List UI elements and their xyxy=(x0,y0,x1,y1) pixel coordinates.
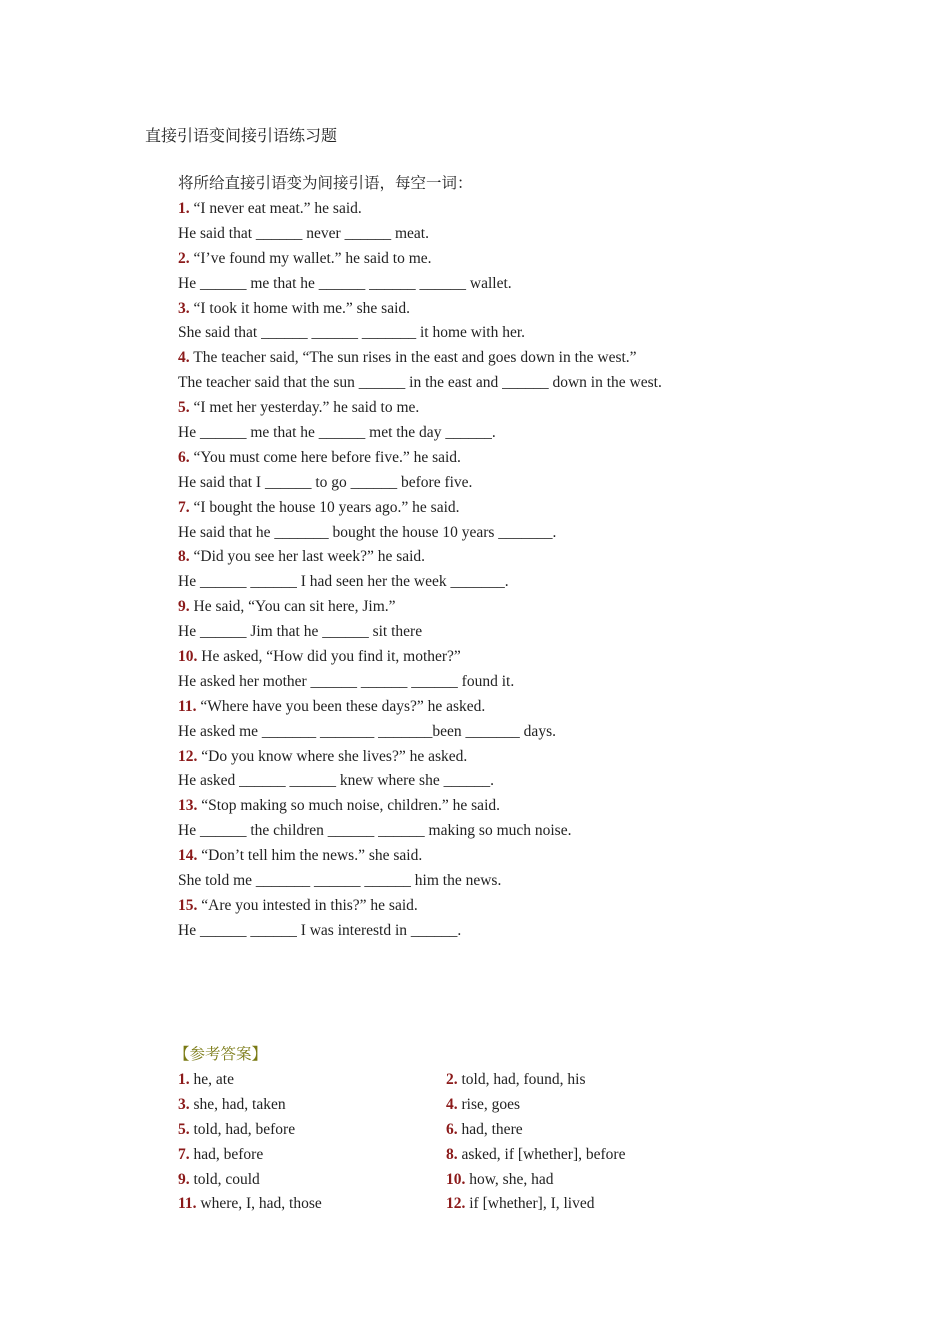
exercise-question xyxy=(178,346,662,371)
exercise-question xyxy=(178,545,662,570)
exercise-number: 3. xyxy=(178,299,190,317)
exercise-number: 4. xyxy=(178,349,190,367)
question-text: He asked, “How did you find it, mother?” xyxy=(201,648,461,666)
exercise-question xyxy=(178,894,662,919)
document-title: 直接引语变间接引语练习题 xyxy=(145,128,338,145)
question-text: “Are you intested in this?” he said. xyxy=(201,896,418,914)
answer-number: 3. xyxy=(178,1095,190,1113)
exercise-answer-line: He ______ me that he ______ ______ ______ wallet. xyxy=(178,274,512,292)
instruction: 将所给直接引语变为间接引语，每空一词： xyxy=(178,175,473,192)
question-text: “Where have you been these days?” he asked. xyxy=(200,697,486,715)
exercise-number: 15. xyxy=(178,896,198,914)
answer-text: he, ate xyxy=(193,1071,234,1088)
answer-number: 2. xyxy=(446,1071,458,1088)
answer-item xyxy=(178,1118,446,1143)
answer-item xyxy=(446,1192,714,1217)
answer-number: 6. xyxy=(446,1120,458,1138)
exercise-answer-line: He ______ Jim that he ______ sit there xyxy=(178,623,423,641)
exercise-answer-line: He asked ______ ______ knew where she ______. xyxy=(178,772,494,790)
exercise-number: 5. xyxy=(178,399,190,417)
answer-text: rise, goes xyxy=(461,1095,521,1113)
question-text: “I bought the house 10 years ago.” he said. xyxy=(193,498,460,516)
exercise-question xyxy=(178,695,662,720)
answer-text: if [whether], I, lived xyxy=(469,1195,595,1213)
question-text: The teacher said, “The sun rises in the east and goes down in the west.” xyxy=(193,349,637,367)
exercise-question xyxy=(178,645,662,670)
answer-text: had, before xyxy=(193,1145,264,1163)
exercise-answer-line: He ______ ______ I had seen her the week _______. xyxy=(178,573,509,591)
answer-text: where, I, had, those xyxy=(200,1195,322,1213)
answer-text: had, there xyxy=(461,1120,523,1138)
question-text: “Stop making so much noise, children.” he said. xyxy=(201,797,500,815)
question-text: “You must come here before five.” he said. xyxy=(193,448,461,466)
exercise-question xyxy=(178,197,662,222)
answers-heading: 【参考答案】 xyxy=(174,1046,268,1063)
exercise-answer-line: The teacher said that the sun ______ in the east and ______ down in the west. xyxy=(178,374,662,392)
answer-number: 11. xyxy=(178,1195,197,1213)
question-text: “Did you see her last week?” he said. xyxy=(193,548,426,566)
exercise-number: 12. xyxy=(178,747,198,765)
exercise-answer-line: He ______ the children ______ ______ making so much noise. xyxy=(178,822,572,840)
exercise-answer-line: He said that he _______ bought the house 10 years _______. xyxy=(178,523,557,541)
exercise-number: 13. xyxy=(178,797,198,815)
exercise-number: 10. xyxy=(178,648,198,666)
answer-number: 1. xyxy=(178,1071,190,1088)
answer-item xyxy=(178,1168,446,1193)
exercise-number: 7. xyxy=(178,498,190,516)
answer-number: 5. xyxy=(178,1120,190,1138)
answer-number: 10. xyxy=(446,1170,466,1188)
exercise-question xyxy=(178,297,662,322)
question-text: “I met her yesterday.” he said to me. xyxy=(193,399,420,417)
exercise-question xyxy=(178,595,662,620)
question-text: “Don’t tell him the news.” she said. xyxy=(201,847,423,865)
answer-item xyxy=(178,1192,446,1217)
answer-number: 12. xyxy=(446,1195,466,1213)
exercise-answer-line: He asked me _______ _______ _______been _______ days. xyxy=(178,722,556,740)
answer-text: told, had, found, his xyxy=(461,1071,586,1088)
answer-number: 9. xyxy=(178,1170,190,1188)
exercise-answer-line: He ______ me that he ______ met the day ______. xyxy=(178,424,496,442)
answer-key xyxy=(178,1068,714,1217)
answer-text: she, had, taken xyxy=(193,1095,286,1113)
exercise-question xyxy=(178,745,662,770)
answer-text: told, could xyxy=(193,1170,260,1188)
answer-number: 7. xyxy=(178,1145,190,1163)
answer-item xyxy=(446,1143,714,1168)
exercise-number: 9. xyxy=(178,598,190,616)
exercise-number: 14. xyxy=(178,847,198,865)
answer-item xyxy=(446,1093,714,1118)
exercise-question xyxy=(178,247,662,272)
exercise-answer-line: He said that I ______ to go ______ before five. xyxy=(178,473,473,491)
exercise-answer-line: She told me _______ ______ ______ him the news. xyxy=(178,872,502,890)
exercise-answer-line: He said that ______ never ______ meat. xyxy=(178,224,429,242)
question-text: “I’ve found my wallet.” he said to me. xyxy=(193,249,432,267)
question-text: He said, “You can sit here, Jim.” xyxy=(193,598,396,616)
answer-item xyxy=(178,1093,446,1118)
question-text: “I never eat meat.” he said. xyxy=(193,200,362,217)
exercise-number: 2. xyxy=(178,249,190,267)
answer-number: 4. xyxy=(446,1095,458,1113)
answer-item xyxy=(446,1168,714,1193)
exercise-answer-line: She said that ______ ______ _______ it home with her. xyxy=(178,324,526,342)
exercise-number: 1. xyxy=(178,200,190,217)
answer-item xyxy=(446,1118,714,1143)
answer-text: told, had, before xyxy=(193,1120,296,1138)
answer-text: how, she, had xyxy=(469,1170,554,1188)
exercise-number: 8. xyxy=(178,548,190,566)
answer-text: asked, if [whether], before xyxy=(461,1145,626,1163)
exercise-question xyxy=(178,446,662,471)
exercise-question xyxy=(178,496,662,521)
exercise-number: 6. xyxy=(178,448,190,466)
answer-item xyxy=(446,1068,714,1093)
answer-item xyxy=(178,1143,446,1168)
answer-number: 8. xyxy=(446,1145,458,1163)
exercise-question xyxy=(178,844,662,869)
answer-item xyxy=(178,1068,446,1093)
exercise-question xyxy=(178,794,662,819)
question-text: “Do you know where she lives?” he asked. xyxy=(201,747,468,765)
exercise-number: 11. xyxy=(178,697,197,715)
question-text: “I took it home with me.” she said. xyxy=(193,299,411,317)
exercise-question xyxy=(178,396,662,421)
exercise-list xyxy=(178,197,662,944)
exercise-answer-line: He ______ ______ I was interestd in ______. xyxy=(178,921,462,939)
exercise-answer-line: He asked her mother ______ ______ ______ found it. xyxy=(178,672,515,690)
